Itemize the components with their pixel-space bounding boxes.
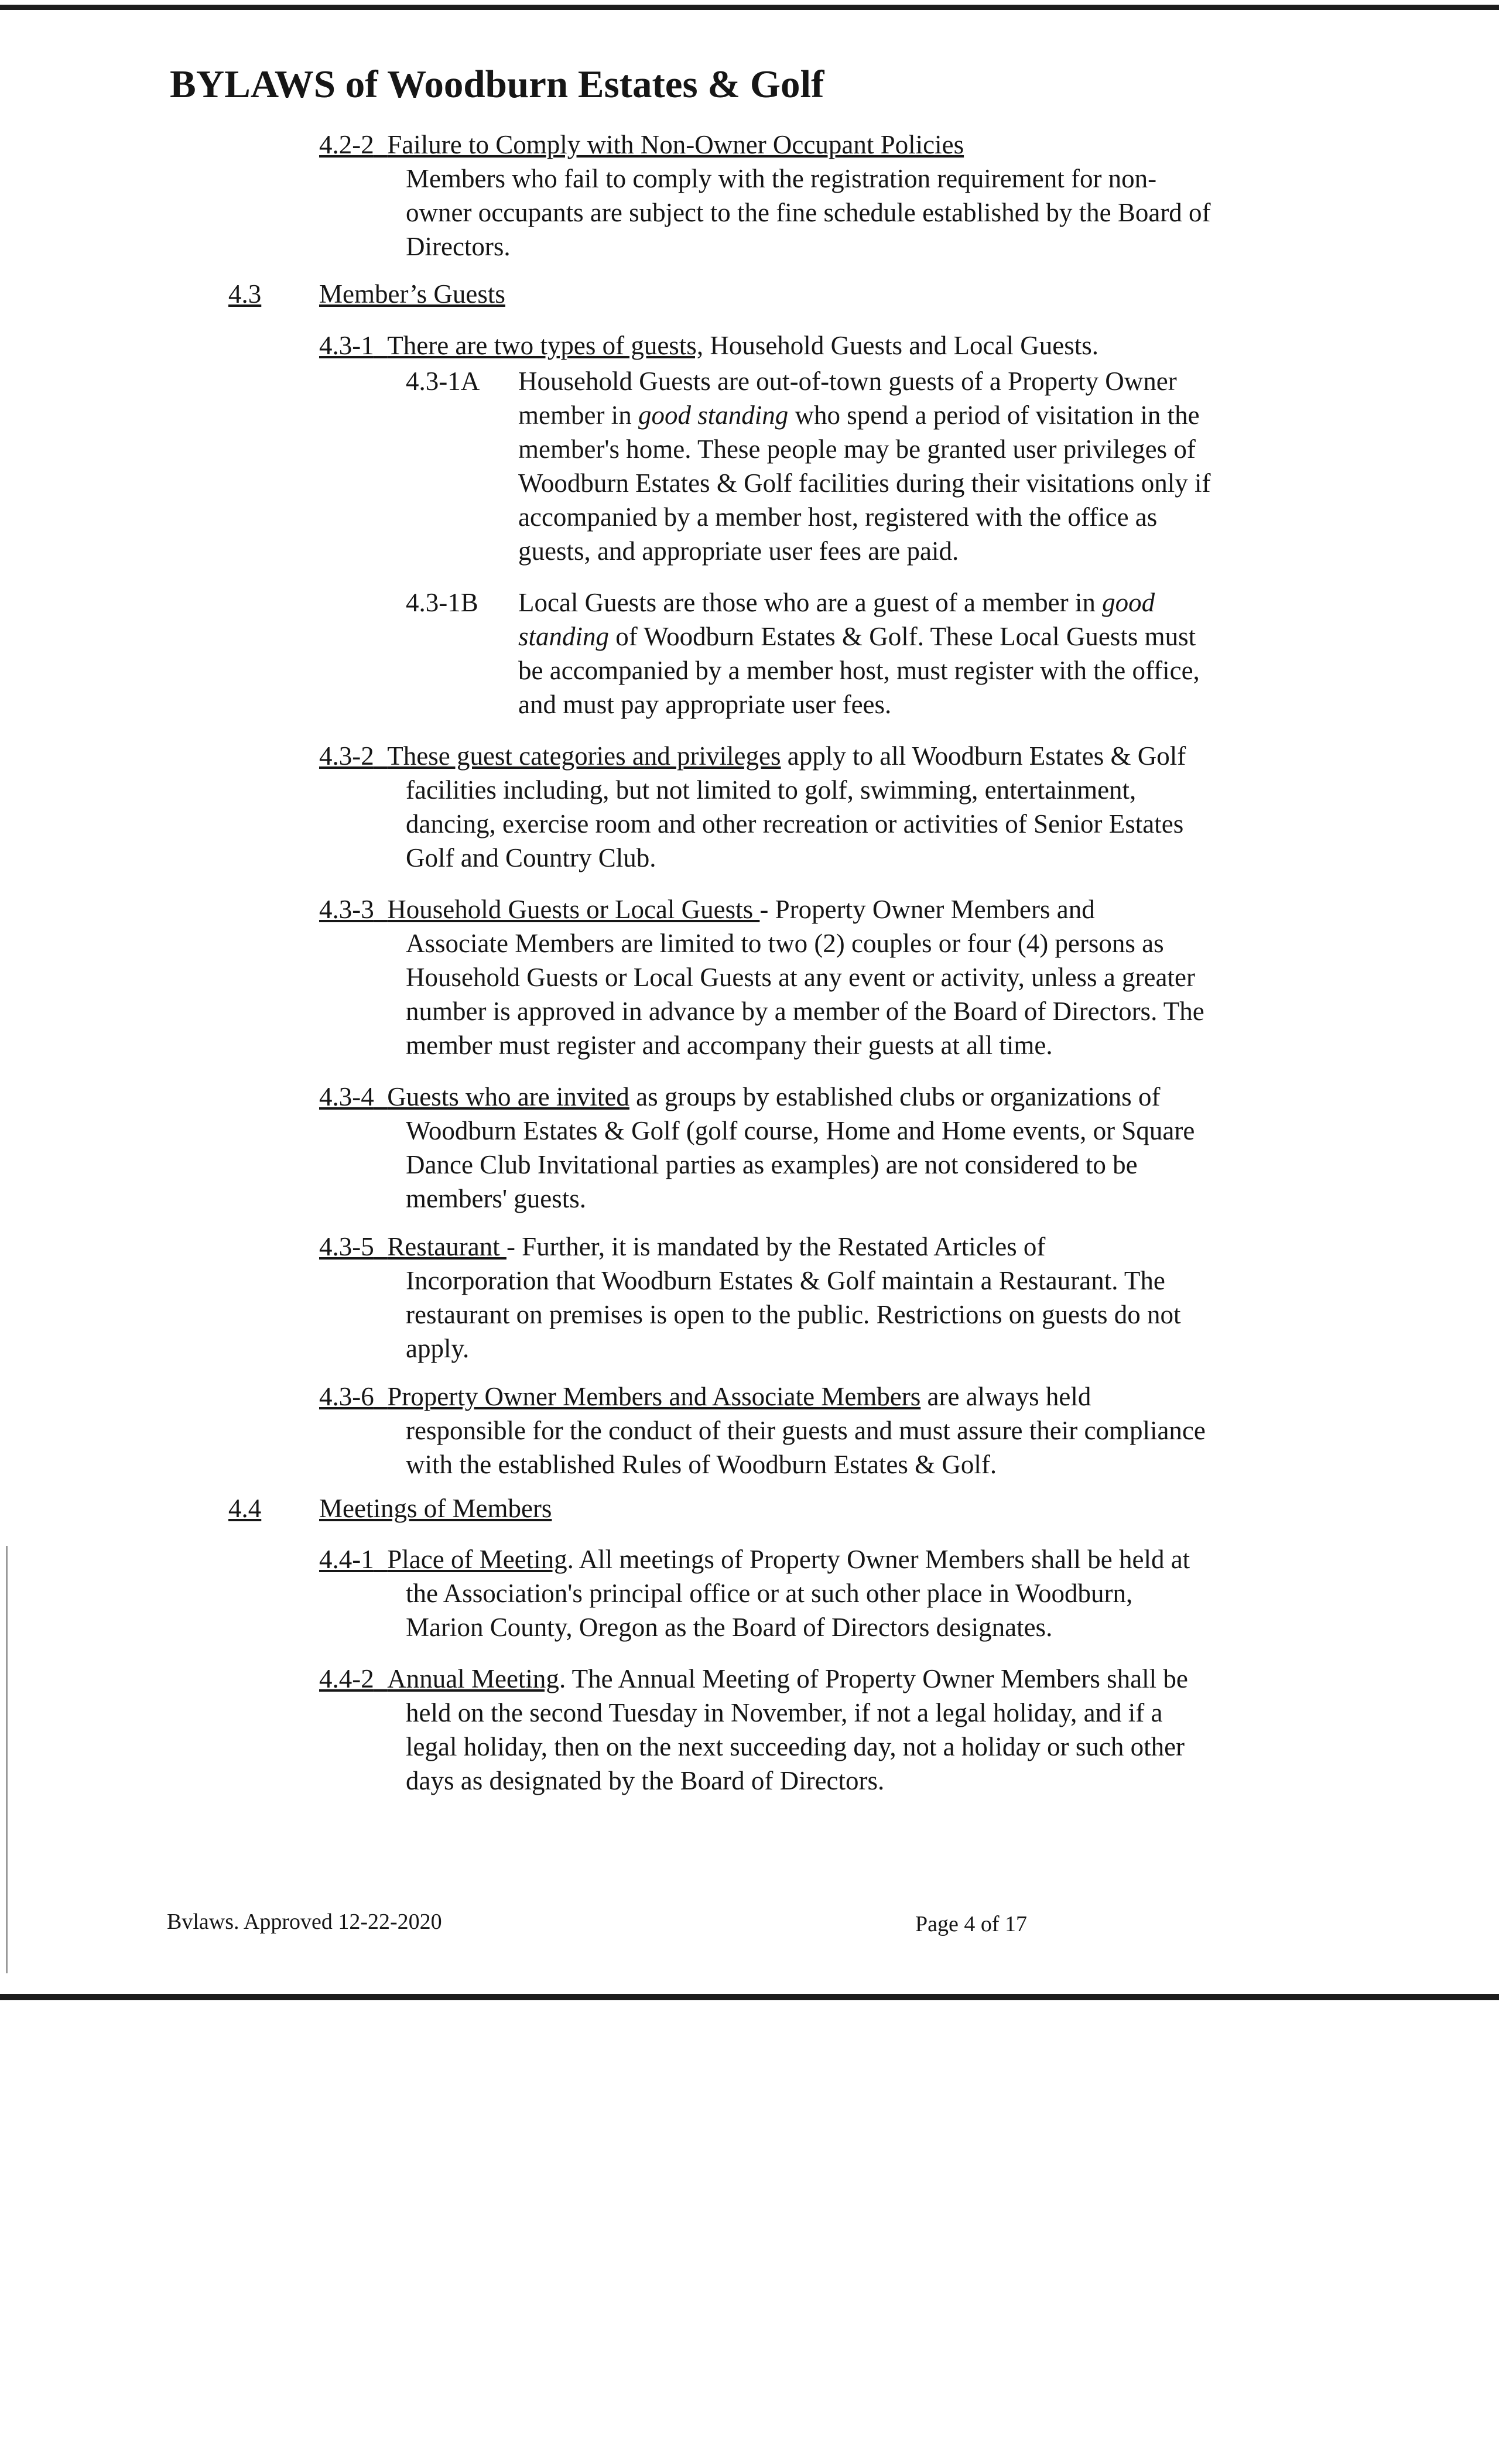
section-4-3-4-line: Woodburn Estates & Golf (golf course, Home and Home events, or Square — [406, 1116, 1195, 1145]
section-4-3-6-line: responsible for the conduct of their guests and must assure their compliance — [406, 1416, 1206, 1445]
section-4-4-2-line: days as designated by the Board of Directors. — [406, 1766, 885, 1795]
section-4-4-1: 4.4-1 Place of Meeting. All meetings of Property Owner Members shall be held at — [319, 1545, 1190, 1574]
section-4-4-2-line: legal holiday, then on the next succeeding day, not a holiday or such other — [406, 1732, 1185, 1761]
section-4-3-5: 4.3-5 Restaurant - Further, it is mandated by the Restated Articles of — [319, 1232, 1046, 1261]
section-4-3-1a-line: member in good standing who spend a period of visitation in the — [518, 401, 1200, 430]
section-4-3-5-line: apply. — [406, 1334, 470, 1363]
section-4-3-1b-line: standing of Woodburn Estates & Golf. These Local Guests must — [518, 622, 1196, 651]
section-4-3-4-line: Dance Club Invitational parties as examples) are not considered to be — [406, 1150, 1138, 1179]
section-4-3-3-line: Associate Members are limited to two (2) couples or four (4) persons as — [406, 929, 1164, 958]
section-4-3-1b-number: 4.3-1B — [406, 588, 478, 617]
section-4-4-number: 4.4 — [228, 1494, 262, 1523]
section-4-3-5-line: restaurant on premises is open to the public. Restrictions on guests do not — [406, 1300, 1181, 1329]
bottom-border-rule — [0, 1994, 1499, 2000]
section-4-3-1b-line: Local Guests are those who are a guest of a member in good — [518, 588, 1155, 617]
section-4-2-2-line: Members who fail to comply with the registration requirement for non- — [406, 164, 1157, 193]
section-4-3-1a-line: Woodburn Estates & Golf facilities during their visitations only if — [518, 468, 1211, 498]
section-4-3-1a-line: member's home. These people may be granted user privileges of — [518, 434, 1196, 464]
section-4-3-number: 4.3 — [228, 279, 262, 309]
section-4-3-1a-line: Household Guests are out-of-town guests of a Property Owner — [518, 367, 1177, 396]
section-4-3-1a-line: guests, and appropriate user fees are paid. — [518, 536, 959, 566]
section-4-3-6-line: with the established Rules of Woodburn Estates & Golf. — [406, 1450, 997, 1479]
section-4-3-3-line: Household Guests or Local Guests at any event or activity, unless a greater — [406, 963, 1195, 992]
section-4-3-heading: Member’s Guests — [319, 279, 505, 309]
section-4-3-1: 4.3-1 There are two types of guests, Household Guests and Local Guests. — [319, 331, 1098, 360]
top-border-rule — [0, 5, 1499, 10]
section-4-3-3-line: member must register and accompany their guests at all time. — [406, 1031, 1053, 1060]
section-4-3-4: 4.3-4 Guests who are invited as groups by established clubs or organizations of — [319, 1082, 1161, 1111]
section-4-3-3: 4.3-3 Household Guests or Local Guests - Property Owner Members and — [319, 895, 1095, 924]
section-4-3-2-line: dancing, exercise room and other recreation or activities of Senior Estates — [406, 809, 1184, 839]
footer-page-number: Page 4 of 17 — [915, 1912, 1028, 1936]
section-4-3-5-line: Incorporation that Woodburn Estates & Golf maintain a Restaurant. The — [406, 1266, 1165, 1295]
section-4-4-2: 4.4-2 Annual Meeting. The Annual Meeting of Property Owner Members shall be — [319, 1664, 1188, 1693]
section-4-3-2-line: facilities including, but not limited to golf, swimming, entertainment, — [406, 775, 1137, 805]
section-4-3-3-line: number is approved in advance by a member of the Board of Directors. The — [406, 997, 1204, 1026]
section-4-4-1-line: Marion County, Oregon as the Board of Directors designates. — [406, 1613, 1053, 1642]
section-4-3-2: 4.3-2 These guest categories and privileges apply to all Woodburn Estates & Golf — [319, 741, 1186, 771]
section-4-3-1a-line: accompanied by a member host, registered with the office as — [518, 502, 1158, 532]
section-4-2-2-line: Directors. — [406, 232, 511, 261]
document-title: BYLAWS of Woodburn Estates & Golf — [170, 63, 824, 106]
section-4-2-2-line: owner occupants are subject to the fine schedule established by the Board of — [406, 198, 1211, 227]
footer-approval: Bvlaws. Approved 12-22-2020 — [167, 1909, 442, 1934]
section-4-2-2-heading: 4.2-2 Failure to Comply with Non-Owner Occupant Policies — [319, 130, 964, 159]
scan-edge-line — [6, 1546, 8, 1973]
section-4-3-1b-line: and must pay appropriate user fees. — [518, 690, 892, 719]
section-4-3-4-line: members' guests. — [406, 1184, 587, 1213]
section-4-3-1b-line: be accompanied by a member host, must register with the office, — [518, 656, 1200, 685]
section-4-3-6: 4.3-6 Property Owner Members and Associate Members are always held — [319, 1382, 1091, 1411]
section-4-4-1-line: the Association's principal office or at such other place in Woodburn, — [406, 1579, 1133, 1608]
section-4-3-1a-number: 4.3-1A — [406, 367, 480, 396]
section-4-4-2-line: held on the second Tuesday in November, if not a legal holiday, and if a — [406, 1698, 1163, 1727]
section-4-3-2-line: Golf and Country Club. — [406, 843, 656, 872]
section-4-4-heading: Meetings of Members — [319, 1494, 552, 1523]
